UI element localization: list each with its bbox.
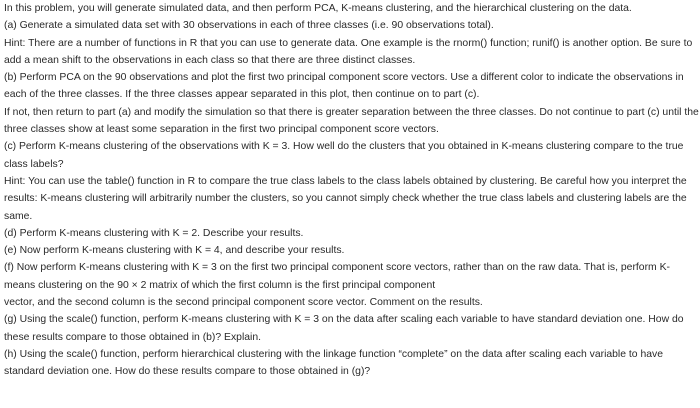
intro-paragraph: In this problem, you will generate simulated data, and then perform PCA, K-means clustering, and the hierarchical clustering on the data.	[4, 3, 632, 14]
part-e-paragraph: (e) Now perform K-means clustering with K = 4, and describe your results.	[4, 245, 345, 257]
part-f-paragraph: (f) Now perform K-means clustering with K = 3 on the first two principal component score vectors, rather than on the raw data. That is, perform K-means clustering on the 90 × 2 matrix of which the first column is the first principal component	[4, 262, 670, 291]
part-f-continuation-paragraph: vector, and the second column is the second principal component score vector. Comment on the results.	[4, 297, 483, 309]
part-a-paragraph: (a) Generate a simulated data set with 30 observations in each of three classes (i.e. 90 observations total).	[4, 20, 494, 32]
part-c-hint-paragraph: Hint: You can use the table() function in R to compare the true class labels to the class labels obtained by clustering. Be careful how you interpret the results: K-means clustering will arbitrarily number the clusters, so you cannot simply check whether the true class labels and clustering labels are the same.	[4, 175, 687, 222]
part-a-hint-paragraph: Hint: There are a number of functions in R that you can use to generate data. One example is the rnorm() function; runif() is another option. Be sure to add a mean shift to the observations in each class so that there are three distinct classes.	[4, 37, 693, 66]
part-b-followup-paragraph: If not, then return to part (a) and modify the simulation so that there is greater separation between the three classes. Do not continue to part (c) until the three classes show at least some separation in the first two principal component score vectors.	[4, 106, 699, 136]
part-c-paragraph: (c) Perform K-means clustering of the observations with K = 3. How well do the clusters that you obtained in K-means clustering compare to the true class labels?	[4, 141, 684, 170]
part-b-paragraph: (b) Perform PCA on the 90 observations and plot the first two principal component score vectors. Use a different color to indicate the observations in each of the three classes. If the three classes appear separated in this plot, then continue on to part (c).	[4, 72, 684, 101]
part-h-paragraph: (h) Using the scale() function, perform hierarchical clustering with the linkage function “complete” on the data after scaling each variable to have standard deviation one. How do these results compare to those obtained in (g)?	[4, 348, 663, 378]
part-d-paragraph: (d) Perform K-means clustering with K = 2. Describe your results.	[4, 227, 304, 239]
part-g-paragraph: (g) Using the scale() function, perform K-means clustering with K = 3 on the data after scaling each variable to have standard deviation one. How do these results compare to those obtained in (b)? Explain.	[4, 314, 684, 343]
